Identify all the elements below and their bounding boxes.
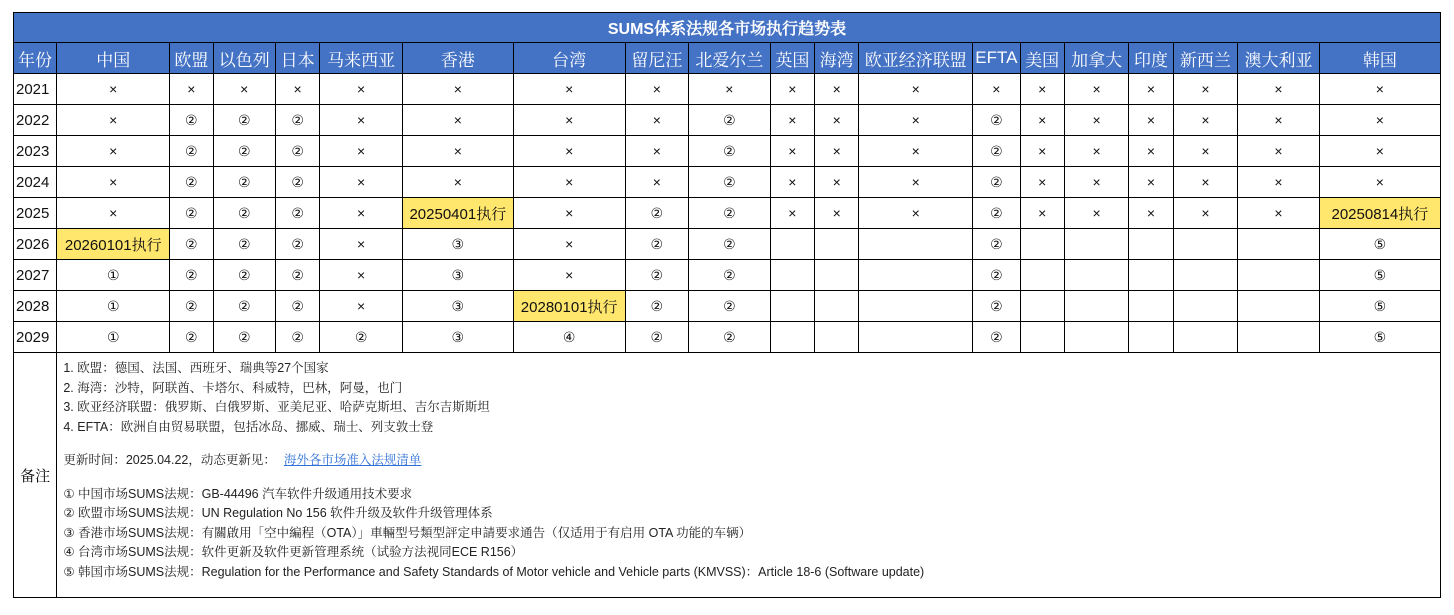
header-market: 马来西亚 [320, 43, 403, 74]
year-row [14, 167, 1441, 198]
status-cell: ② [213, 291, 275, 322]
year-cell: 2023 [14, 136, 57, 167]
status-cell: ② [213, 105, 275, 136]
status-cell: × [1238, 105, 1320, 136]
status-cell: ② [973, 105, 1020, 136]
status-cell: ② [625, 291, 688, 322]
status-cell [815, 229, 859, 260]
status-cell: ② [973, 198, 1020, 229]
status-cell [1129, 260, 1173, 291]
status-cell: ② [320, 322, 403, 353]
status-cell [1129, 291, 1173, 322]
status-cell [1238, 291, 1320, 322]
status-cell: ② [213, 260, 275, 291]
status-cell: × [320, 74, 403, 105]
header-market: 日本 [275, 43, 319, 74]
status-cell: × [1020, 105, 1064, 136]
status-cell: × [1238, 74, 1320, 105]
status-cell: ② [689, 260, 771, 291]
status-cell: ② [275, 322, 319, 353]
status-cell: ② [275, 260, 319, 291]
status-cell [1238, 229, 1320, 260]
status-cell: ② [275, 136, 319, 167]
status-cell: ② [170, 260, 213, 291]
status-cell: × [513, 136, 625, 167]
status-cell: × [170, 74, 213, 105]
status-cell: ② [973, 167, 1020, 198]
status-cell: ② [689, 167, 771, 198]
status-cell [1129, 322, 1173, 353]
status-cell [1238, 322, 1320, 353]
status-cell [859, 322, 973, 353]
status-cell: × [1129, 198, 1173, 229]
status-cell: × [1129, 74, 1173, 105]
status-cell: × [815, 136, 859, 167]
header-year: 年份 [14, 43, 57, 74]
year-row [14, 260, 1441, 291]
status-cell [815, 291, 859, 322]
year-row [14, 291, 1441, 322]
status-cell: ⑤ [1319, 229, 1440, 260]
status-cell [1173, 229, 1237, 260]
regulation-note: ⑤ 韩国市场SUMS法规：Regulation for the Performance and Safety Standards of Motor vehicle and Vehicle parts (KMVSS)：Article 18-6 (Software update) [63, 564, 925, 579]
status-cell: ② [689, 229, 771, 260]
spacer [63, 471, 1440, 485]
status-cell: ③ [402, 260, 513, 291]
status-cell: × [1173, 74, 1237, 105]
status-cell: × [1319, 136, 1440, 167]
status-cell: × [625, 167, 688, 198]
header-market: 台湾 [513, 43, 625, 74]
status-cell: × [57, 167, 170, 198]
status-cell: × [1173, 167, 1237, 198]
status-cell: × [320, 198, 403, 229]
status-cell: 20250401执行 [402, 198, 513, 229]
status-cell: × [815, 105, 859, 136]
regulation-note: ① 中国市场SUMS法规：GB-44496 汽车软件升级通用技术要求 [63, 486, 413, 501]
status-cell [1173, 260, 1237, 291]
status-cell: ② [213, 229, 275, 260]
status-cell: ② [213, 322, 275, 353]
status-cell: × [1173, 136, 1237, 167]
status-cell: ② [170, 291, 213, 322]
status-cell: ② [973, 291, 1020, 322]
status-cell: × [1319, 105, 1440, 136]
status-cell [1064, 322, 1128, 353]
status-cell: × [1064, 136, 1128, 167]
status-cell: × [1020, 74, 1064, 105]
status-cell: ② [689, 198, 771, 229]
table-title: SUMS体系法规各市场执行趋势表 [14, 13, 1441, 43]
status-cell: × [770, 74, 814, 105]
status-cell: × [320, 291, 403, 322]
status-cell: × [770, 136, 814, 167]
status-cell: × [402, 74, 513, 105]
header-market: 以色列 [213, 43, 275, 74]
header-market: 英国 [770, 43, 814, 74]
definition-note: 1. 欧盟：德国、法国、西班牙、瑞典等27个国家 [63, 361, 329, 375]
status-cell: ③ [402, 229, 513, 260]
status-cell: ③ [402, 291, 513, 322]
status-cell: × [402, 167, 513, 198]
status-cell [770, 322, 814, 353]
status-cell: × [402, 136, 513, 167]
status-cell: × [1064, 74, 1128, 105]
status-cell: × [57, 105, 170, 136]
status-cell: × [859, 105, 973, 136]
status-cell: ② [689, 136, 771, 167]
status-cell: × [1173, 105, 1237, 136]
status-cell [859, 291, 973, 322]
status-cell [1129, 229, 1173, 260]
header-market: 欧亚经济联盟 [859, 43, 973, 74]
status-cell: 20250814执行 [1319, 198, 1440, 229]
status-cell: × [625, 105, 688, 136]
regulation-note: ③ 香港市场SUMS法规：有關啟用「空中編程（OTA）」車輛型号類型評定申請要求通告（仅适用于有启用 OTA 功能的车辆） [63, 525, 752, 540]
status-cell [770, 260, 814, 291]
status-cell: × [1238, 198, 1320, 229]
year-row [14, 322, 1441, 353]
status-cell: ② [625, 198, 688, 229]
definition-note: 2. 海湾：沙特，阿联酋、卡塔尔、科威特，巴林，阿曼，也门 [63, 380, 403, 395]
status-cell: × [859, 167, 973, 198]
status-cell: ② [275, 229, 319, 260]
status-cell: × [513, 229, 625, 260]
status-cell: × [1173, 198, 1237, 229]
status-cell: × [815, 74, 859, 105]
status-cell: ② [170, 198, 213, 229]
status-cell: × [815, 167, 859, 198]
sums-table-container [13, 12, 1441, 598]
status-cell: ② [689, 291, 771, 322]
regulation-note: ② 欧盟市场SUMS法规：UN Regulation No 156 软件升级及软件升级管理体系 [63, 506, 493, 520]
header-market: 欧盟 [170, 43, 213, 74]
status-cell: × [859, 74, 973, 105]
status-cell: × [1064, 198, 1128, 229]
status-cell: × [513, 74, 625, 105]
status-cell: × [57, 136, 170, 167]
status-cell: ② [170, 229, 213, 260]
status-cell [1173, 322, 1237, 353]
status-cell: ② [170, 136, 213, 167]
status-cell: × [770, 105, 814, 136]
status-cell: ② [689, 105, 771, 136]
status-cell: × [770, 198, 814, 229]
status-cell: × [1129, 136, 1173, 167]
status-cell: × [513, 105, 625, 136]
header-market: 韩国 [1319, 43, 1440, 74]
status-cell: × [57, 74, 170, 105]
year-cell: 2029 [14, 322, 57, 353]
year-cell: 2024 [14, 167, 57, 198]
sums-trend-table [13, 12, 1441, 598]
header-market: 香港 [402, 43, 513, 74]
status-cell: × [1064, 105, 1128, 136]
spacer [63, 437, 1440, 451]
status-cell: × [320, 229, 403, 260]
status-cell: ⑤ [1319, 322, 1440, 353]
regulation-note: ④ 台湾市场SUMS法规：软件更新及软件更新管理系统（试验方法视同ECE R156） [63, 545, 524, 559]
status-cell: × [320, 167, 403, 198]
status-cell: × [625, 136, 688, 167]
status-cell [1064, 260, 1128, 291]
status-cell: × [275, 74, 319, 105]
status-cell: × [402, 105, 513, 136]
notes-label: 备注 [14, 353, 57, 598]
year-row [14, 74, 1441, 105]
status-cell [859, 260, 973, 291]
status-cell: × [859, 136, 973, 167]
header-market: EFTA [973, 43, 1020, 74]
status-cell: × [213, 74, 275, 105]
status-cell [1173, 291, 1237, 322]
status-cell: × [1238, 136, 1320, 167]
status-cell [1238, 260, 1320, 291]
status-cell: ⑤ [1319, 291, 1440, 322]
header-market: 海湾 [815, 43, 859, 74]
status-cell: × [625, 74, 688, 105]
status-cell: × [57, 198, 170, 229]
notes-content [57, 353, 1441, 598]
status-cell: ② [275, 167, 319, 198]
status-cell: × [1020, 136, 1064, 167]
status-cell: × [320, 260, 403, 291]
year-row [14, 136, 1441, 167]
status-cell: × [1064, 167, 1128, 198]
definition-note: 4. EFTA：欧洲自由贸易联盟，包括冰岛、挪威、瑞士、列支敦士登 [63, 419, 434, 434]
status-cell: × [689, 74, 771, 105]
status-cell: ⑤ [1319, 260, 1440, 291]
status-cell: ② [213, 136, 275, 167]
header-market: 加拿大 [1064, 43, 1128, 74]
status-cell: ③ [402, 322, 513, 353]
status-cell: × [973, 74, 1020, 105]
definition-note: 3. 欧亚经济联盟：俄罗斯、白俄罗斯、亚美尼亚、哈萨克斯坦、吉尔吉斯斯坦 [63, 400, 490, 414]
status-cell: ② [973, 136, 1020, 167]
status-cell: ① [57, 291, 170, 322]
status-cell: ② [275, 105, 319, 136]
status-cell: ② [213, 167, 275, 198]
status-cell: ② [170, 105, 213, 136]
header-market: 北爱尔兰 [689, 43, 771, 74]
year-cell: 2028 [14, 291, 57, 322]
status-cell [1020, 322, 1064, 353]
status-cell [1020, 291, 1064, 322]
status-cell: ② [625, 229, 688, 260]
status-cell: × [1319, 74, 1440, 105]
status-cell: × [513, 198, 625, 229]
status-cell: ② [973, 322, 1020, 353]
status-cell: ② [689, 322, 771, 353]
header-market: 印度 [1129, 43, 1173, 74]
year-cell: 2022 [14, 105, 57, 136]
status-cell [1020, 260, 1064, 291]
status-cell: ② [170, 322, 213, 353]
status-cell: × [770, 167, 814, 198]
status-cell: × [1129, 105, 1173, 136]
status-cell: ② [973, 260, 1020, 291]
status-cell: × [320, 105, 403, 136]
year-cell: 2025 [14, 198, 57, 229]
status-cell: × [513, 260, 625, 291]
status-cell: ② [275, 198, 319, 229]
status-cell [815, 260, 859, 291]
status-cell: ② [170, 167, 213, 198]
status-cell: × [1020, 167, 1064, 198]
header-market: 澳大利亚 [1238, 43, 1320, 74]
year-cell: 2021 [14, 74, 57, 105]
year-row [14, 105, 1441, 136]
header-market: 中国 [57, 43, 170, 74]
status-cell: ② [275, 291, 319, 322]
year-cell: 2026 [14, 229, 57, 260]
status-cell [1064, 229, 1128, 260]
status-cell [1020, 229, 1064, 260]
status-cell: ② [625, 322, 688, 353]
status-cell: × [859, 198, 973, 229]
year-row [14, 198, 1441, 229]
regulation-list-link[interactable]: 海外各市场准入法规清单 [283, 453, 422, 467]
status-cell: 20280101执行 [513, 291, 625, 322]
header-market: 美国 [1020, 43, 1064, 74]
status-cell [859, 229, 973, 260]
update-line [63, 451, 1440, 471]
status-cell: ② [973, 229, 1020, 260]
status-cell: 20260101执行 [57, 229, 170, 260]
status-cell: ① [57, 260, 170, 291]
status-cell: ② [213, 198, 275, 229]
update-time-text: 更新时间：2025.04.22，动态更新见： [63, 453, 276, 467]
header-market: 留尼汪 [625, 43, 688, 74]
status-cell [1064, 291, 1128, 322]
year-row [14, 229, 1441, 260]
status-cell [815, 322, 859, 353]
status-cell: ② [625, 260, 688, 291]
year-cell: 2027 [14, 260, 57, 291]
status-cell: × [1319, 167, 1440, 198]
header-market: 新西兰 [1173, 43, 1237, 74]
status-cell: × [320, 136, 403, 167]
status-cell [770, 291, 814, 322]
status-cell: × [1238, 167, 1320, 198]
status-cell [770, 229, 814, 260]
status-cell: ④ [513, 322, 625, 353]
status-cell: × [815, 198, 859, 229]
status-cell: × [513, 167, 625, 198]
status-cell: × [1020, 198, 1064, 229]
status-cell: ① [57, 322, 170, 353]
status-cell: × [1129, 167, 1173, 198]
